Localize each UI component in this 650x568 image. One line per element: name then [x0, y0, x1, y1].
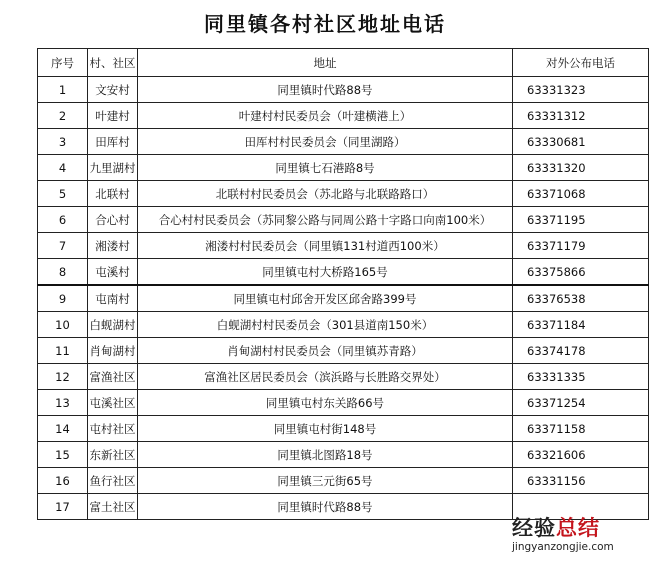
row-village: 屯南村 — [88, 285, 138, 312]
table-row — [38, 103, 649, 129]
row-phone: 63331156 — [513, 468, 649, 494]
row-address: 同里镇屯村邱舍开发区邱舍路399号 — [138, 285, 513, 312]
row-index: 10 — [38, 312, 88, 338]
row-phone: 63331320 — [513, 155, 649, 181]
row-address: 叶建村村民委员会（叶建横港上） — [138, 103, 513, 129]
table-row — [38, 416, 649, 442]
row-phone: 63371254 — [513, 390, 649, 416]
row-village: 湘溇村 — [88, 233, 138, 259]
page-title: 同里镇各村社区地址电话 — [204, 12, 446, 36]
row-index: 6 — [38, 207, 88, 233]
row-phone: 63371158 — [513, 416, 649, 442]
row-village: 东新社区 — [88, 442, 138, 468]
row-village: 田厍村 — [88, 129, 138, 155]
row-index: 14 — [38, 416, 88, 442]
watermark-logo — [512, 516, 638, 554]
table-row — [38, 77, 649, 103]
row-address: 富渔社区居民委员会（滨浜路与长胜路交界处） — [138, 364, 513, 390]
watermark-part2: 总结 — [556, 516, 600, 540]
watermark-text — [512, 516, 638, 540]
row-phone: 63330681 — [513, 129, 649, 155]
header-address: 地址 — [138, 49, 513, 77]
table-row — [38, 442, 649, 468]
row-address: 同里镇时代路88号 — [138, 494, 513, 520]
row-phone: 63331323 — [513, 77, 649, 103]
row-phone: 63321606 — [513, 442, 649, 468]
row-phone: 63374178 — [513, 338, 649, 364]
row-village: 白蚬湖村 — [88, 312, 138, 338]
row-index: 11 — [38, 338, 88, 364]
row-phone: 63371195 — [513, 207, 649, 233]
table-row — [38, 338, 649, 364]
row-address: 肖甸湖村村民委员会（同里镇苏青路） — [138, 338, 513, 364]
row-village: 北联村 — [88, 181, 138, 207]
row-index: 8 — [38, 259, 88, 286]
table-row — [38, 468, 649, 494]
row-phone: 63375866 — [513, 259, 649, 286]
row-village: 屯溪村 — [88, 259, 138, 286]
row-address: 合心村村民委员会（苏同黎公路与同周公路十字路口向南100米） — [138, 207, 513, 233]
row-index: 4 — [38, 155, 88, 181]
row-phone: 63331335 — [513, 364, 649, 390]
row-address: 同里镇北图路18号 — [138, 442, 513, 468]
row-index: 7 — [38, 233, 88, 259]
row-index: 17 — [38, 494, 88, 520]
row-phone: 63371068 — [513, 181, 649, 207]
row-index: 12 — [38, 364, 88, 390]
row-index: 2 — [38, 103, 88, 129]
table-row — [38, 207, 649, 233]
row-address: 白蚬湖村村民委员会（301县道南150米） — [138, 312, 513, 338]
row-address: 同里镇屯村东关路66号 — [138, 390, 513, 416]
row-village: 九里湖村 — [88, 155, 138, 181]
row-index: 15 — [38, 442, 88, 468]
row-village: 富土社区 — [88, 494, 138, 520]
row-address: 同里镇三元街65号 — [138, 468, 513, 494]
row-village: 肖甸湖村 — [88, 338, 138, 364]
row-village: 屯溪社区 — [88, 390, 138, 416]
row-address: 同里镇屯村街148号 — [138, 416, 513, 442]
table-row — [38, 259, 649, 286]
address-table — [37, 48, 649, 520]
watermark-url: jingyanzongjie.com — [512, 541, 614, 553]
row-address: 同里镇时代路88号 — [138, 77, 513, 103]
row-address: 同里镇七石港路8号 — [138, 155, 513, 181]
row-phone: 63371184 — [513, 312, 649, 338]
row-address: 同里镇屯村大桥路165号 — [138, 259, 513, 286]
row-phone: 63376538 — [513, 285, 649, 312]
row-address: 湘溇村村民委员会（同里镇131村道西100米） — [138, 233, 513, 259]
table-row — [38, 390, 649, 416]
table-row — [38, 155, 649, 181]
row-index: 5 — [38, 181, 88, 207]
row-village: 合心村 — [88, 207, 138, 233]
table-header-row — [38, 49, 649, 77]
row-village: 富渔社区 — [88, 364, 138, 390]
header-phone: 对外公布电话 — [513, 49, 649, 77]
row-index: 3 — [38, 129, 88, 155]
table-body — [38, 77, 649, 520]
row-village: 鱼行社区 — [88, 468, 138, 494]
row-address: 北联村村民委员会（苏北路与北联路路口） — [138, 181, 513, 207]
table-row — [38, 312, 649, 338]
row-address: 田厍村村民委员会（同里湖路） — [138, 129, 513, 155]
row-village: 文安村 — [88, 77, 138, 103]
row-village: 叶建村 — [88, 103, 138, 129]
row-phone: 63331312 — [513, 103, 649, 129]
table-row — [38, 233, 649, 259]
table-row — [38, 364, 649, 390]
row-index: 13 — [38, 390, 88, 416]
table-row — [38, 285, 649, 312]
watermark-part1: 经验 — [512, 516, 556, 540]
table-row — [38, 181, 649, 207]
row-index: 1 — [38, 77, 88, 103]
row-index: 16 — [38, 468, 88, 494]
row-phone: 63371179 — [513, 233, 649, 259]
row-village: 屯村社区 — [88, 416, 138, 442]
row-index: 9 — [38, 285, 88, 312]
header-village: 村、社区 — [88, 49, 138, 77]
table-row — [38, 129, 649, 155]
header-index: 序号 — [38, 49, 88, 77]
